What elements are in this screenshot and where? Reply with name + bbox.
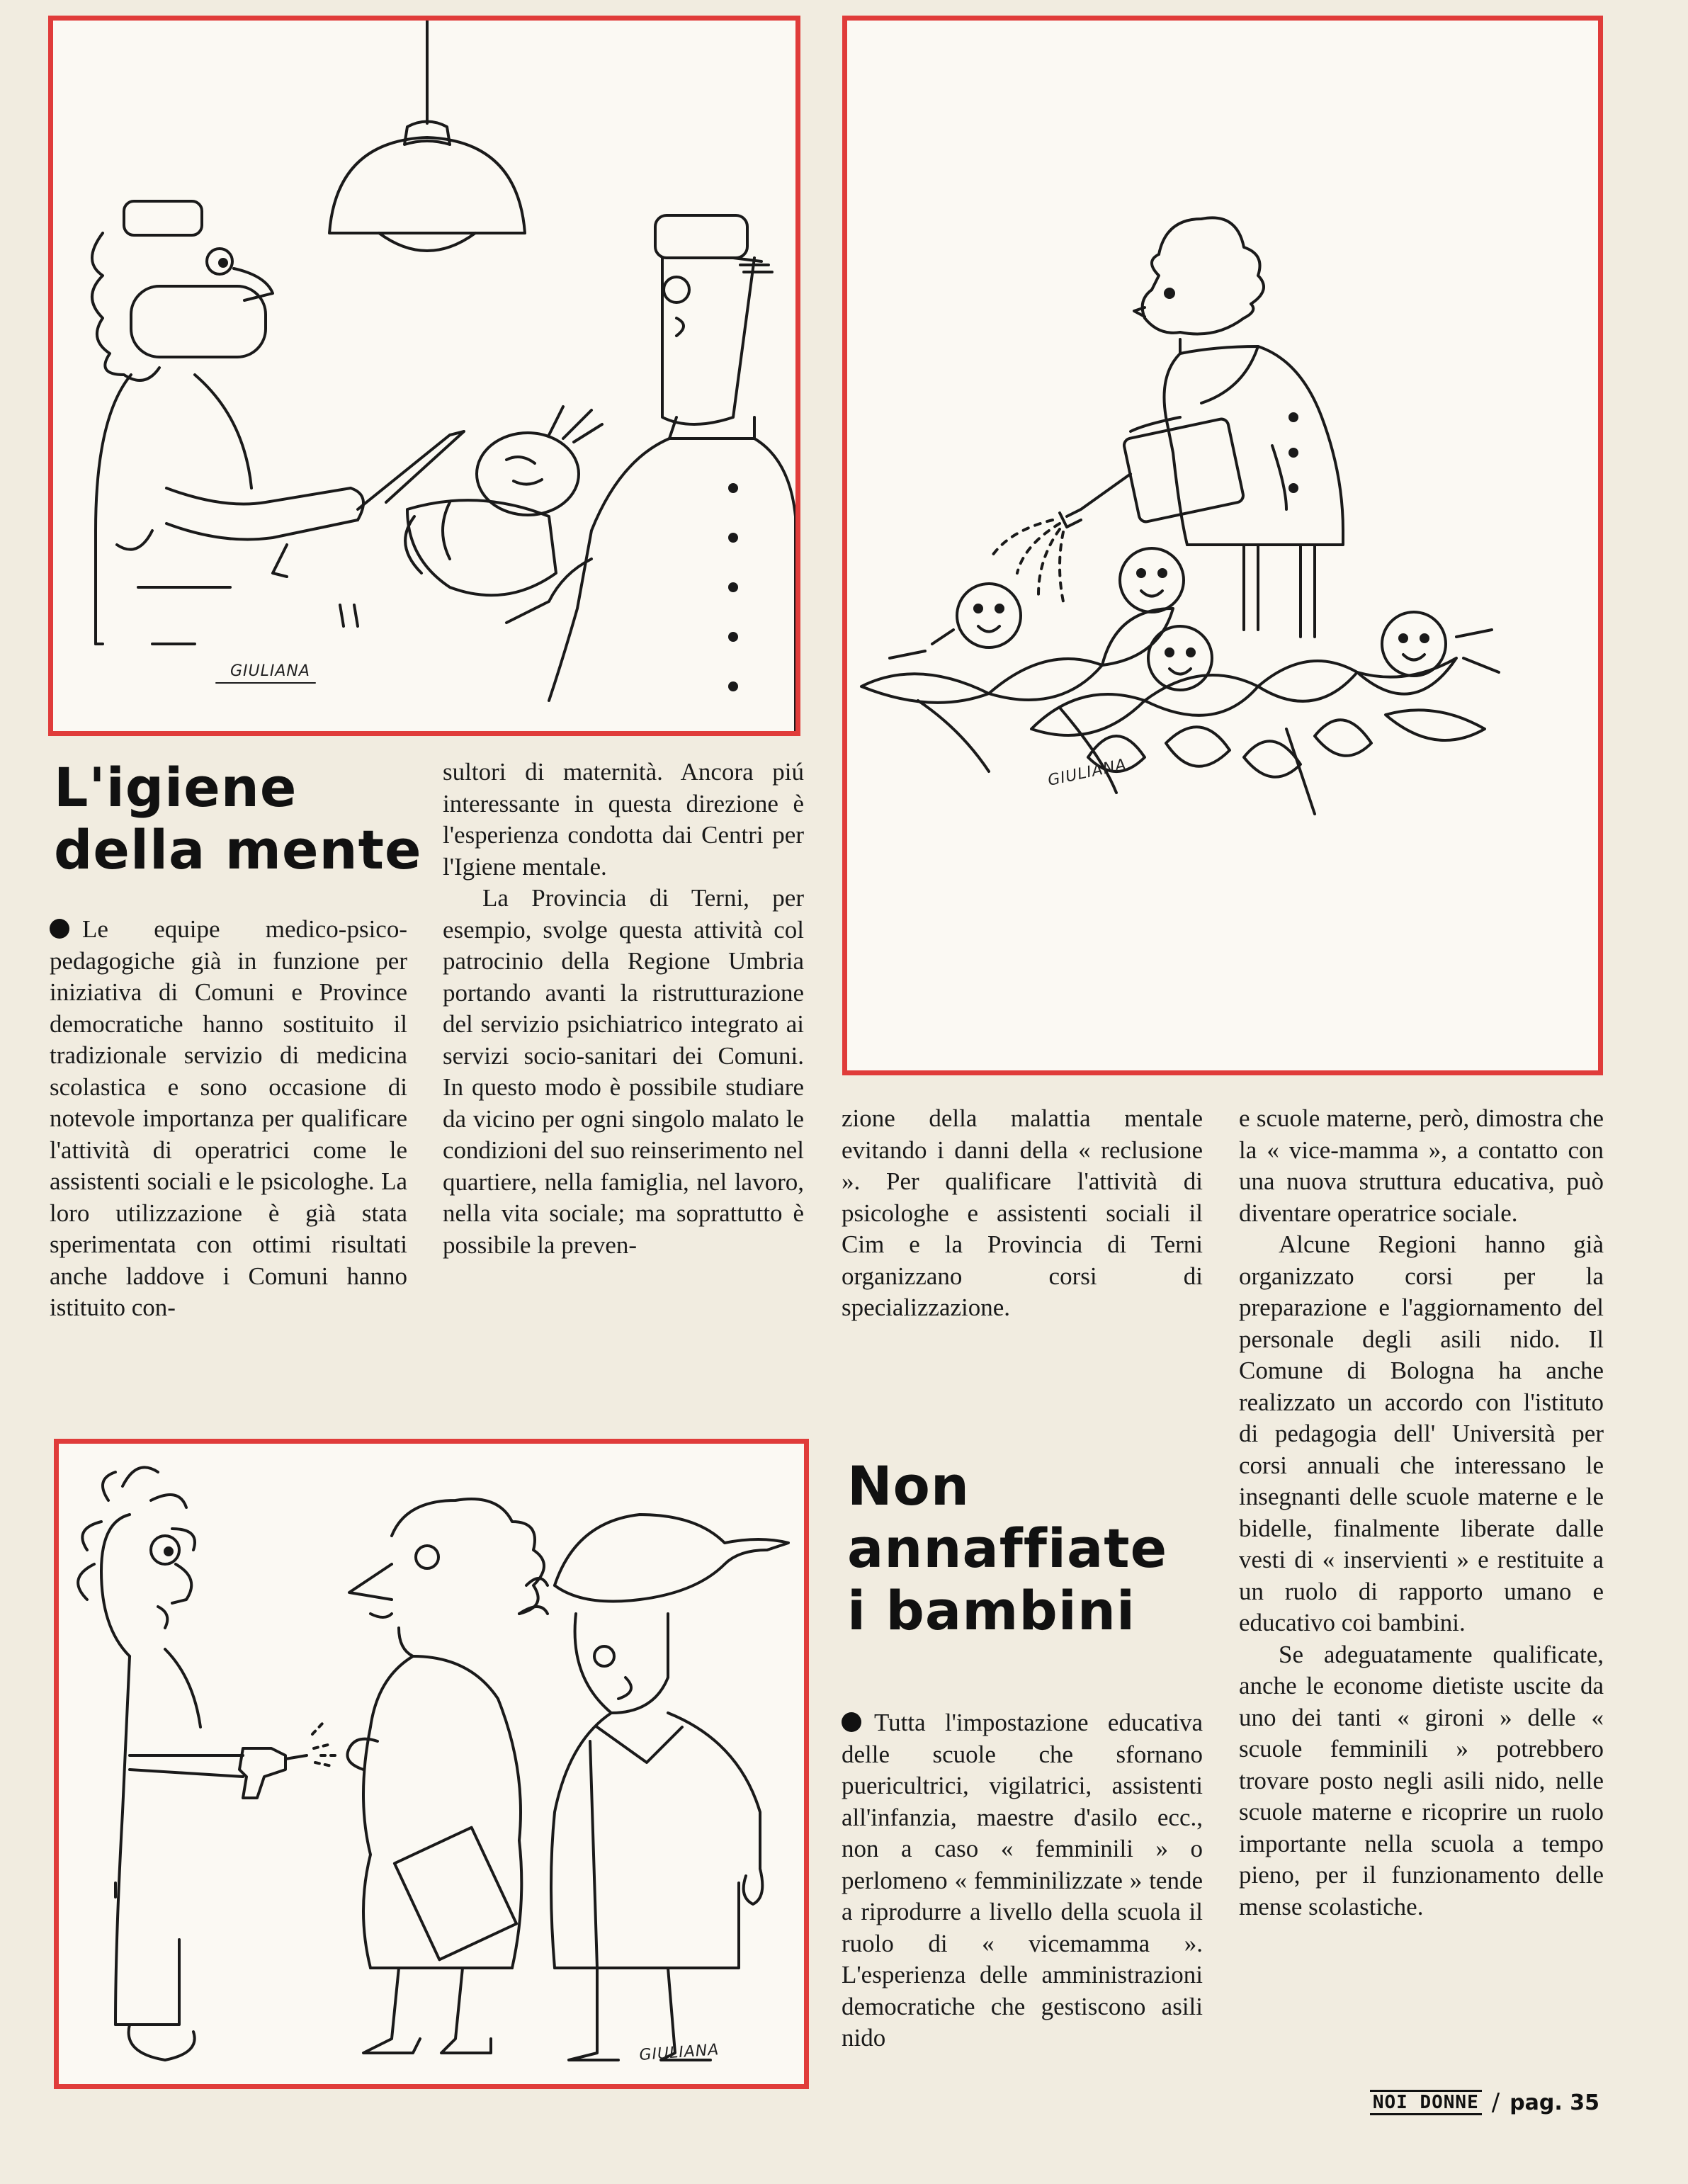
- article1-col3-text: zione della malattia mentale evitando i danni della « reclusione ». Per qualificare l'attività di psicologhe e assistenti sociali il Cim e la Provincia di Terni organizzano corsi di specializzazione.: [842, 1104, 1203, 1321]
- bullet-icon: [842, 1712, 861, 1732]
- article1-title-line2: della mente: [54, 818, 422, 881]
- article2-title-line2: annaffiate: [847, 1517, 1168, 1580]
- footer-separator: /: [1491, 2088, 1500, 2117]
- article2-column4: [1239, 1103, 1604, 1923]
- signature-bottom-left: GIULIANA: [638, 2041, 720, 2064]
- article2-col4-para3: Se adeguatamente qualificate, anche le econome dietiste uscite da uno dei tanti « gironi » delle « scuole femminili » potrebbero trovare posto negli asili nido, nelle scuole materne e ricoprire un ruolo importante nella scuola a tempo pieno, per il funzionamento delle mense scolastiche.: [1239, 1640, 1604, 1920]
- article2-title: [847, 1455, 1167, 1642]
- article1-column3: [842, 1103, 1203, 1324]
- bullet-icon: [50, 919, 69, 939]
- article1-col2-para1: sultori di maternità. Ancora piú interessante in questa direzione è l'esperienza condotta dai Centri per l'Igiene mentale.: [443, 758, 804, 881]
- illustration-surgeons: [48, 16, 800, 736]
- article1-col1-text: Le equipe medico-psico-pedagogiche già in funzione per iniziativa di Comuni e Province democratiche hanno sostituito il tradizionale servizio di medicina scolastica e sono occasione di notevole importanza per qualificare l'attività di operatrici come le assistenti sociali e le psicologhe. La loro utilizzazione è già stata sperimentata con ottimi risultati anche laddove i Comuni hanno istituito con-: [50, 915, 407, 1321]
- watering-children-drawing: [847, 21, 1598, 1070]
- article2-title-line3: i bambini: [847, 1579, 1135, 1642]
- article1-column1: [50, 914, 407, 1324]
- illustration-water-pistol: [54, 1439, 809, 2089]
- article2-col4-para2: Alcune Regioni hanno già organizzato corsi per la preparazione e l'aggiornamento del personale degli asili nido. Il Comune di Bologna ha anche realizzato un accordo con l'istituto di pedagogia dell' Università per corsi annuali che interessano le insegnanti delle scuole materne e le bidelle, finalmente liberate dalle vesti di « inservienti » e restituite a un ruolo di rapporto umano e educativo coi bambini.: [1239, 1230, 1604, 1636]
- signature-top-right: GIULIANA: [1046, 755, 1128, 790]
- illustration-watering-children: [842, 16, 1603, 1075]
- article1-title-line1: L'igiene: [54, 756, 298, 819]
- article2-column3: [842, 1707, 1203, 2054]
- article2-col4-para1: e scuole materne, però, dimostra che la « vice-mamma », a contatto con una nuova struttura educativa, può diventare operatrice sociale.: [1239, 1104, 1604, 1227]
- magazine-name: NOI DONNE: [1370, 2090, 1482, 2115]
- water-pistol-drawing: [59, 1444, 804, 2084]
- surgeons-drawing: [53, 21, 795, 731]
- page-number: pag. 35: [1509, 2090, 1599, 2115]
- article1-title: [54, 757, 422, 881]
- article1-col2-para2: La Provincia di Terni, per esempio, svolge questa attività col patrocinio della Regione Umbria portando avanti la ristrutturazione del servizio psichiatrico integrato ai servizi socio-sanitari dei Comuni. In questo modo è possibile studiare da vicino per ogni singolo malato le condizioni del suo reinserimento nel quartiere, nella famiglia, nel lavoro, nella vita sociale; ma soprattutto è possibile la preven-: [443, 884, 804, 1259]
- page-footer: [1370, 2088, 1599, 2117]
- article2-col3-text: Tutta l'impostazione educativa delle scuole che sfornano puericultrici, vigilatrici, assistenti all'infanzia, maestre d'asilo ecc., non a caso « femminili » o perlomeno « femminilizzate » tende a riprodurre a livello della scuola il ruolo di « vicemamma ». L'esperienza delle amministrazioni democratiche che gestiscono asili nido: [842, 1709, 1203, 2052]
- signature-top-left: GIULIANA: [230, 662, 310, 680]
- article1-column2: [443, 757, 804, 1261]
- article2-title-line1: Non: [847, 1454, 970, 1517]
